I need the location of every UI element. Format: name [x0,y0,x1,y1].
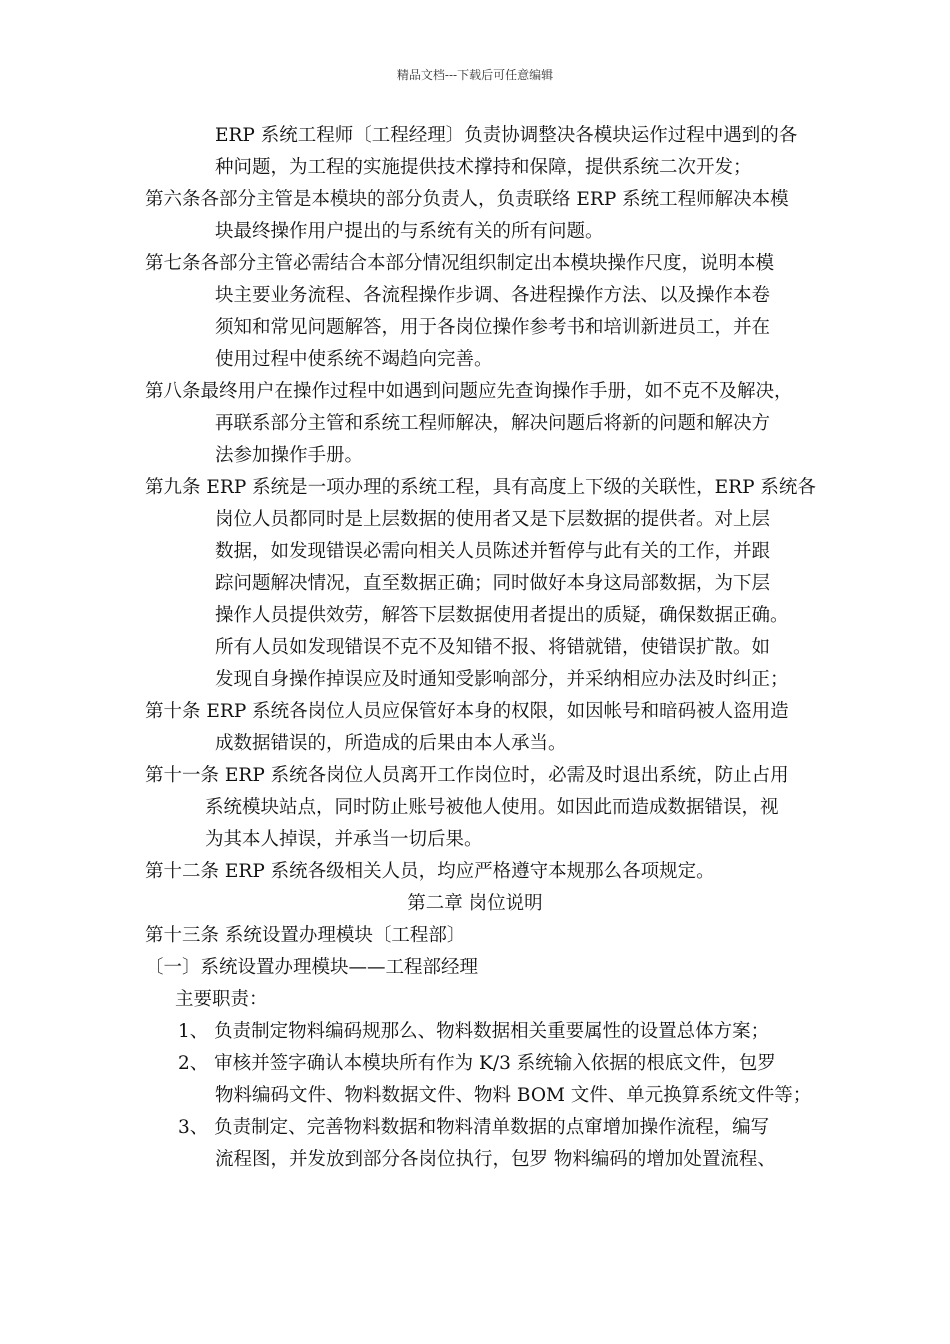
text-line: 操作人员提供效劳，解答下层数据使用者提出的质疑，确保数据正确。 [215,605,789,626]
text-line: 种问题，为工程的实施提供技术撑持和保障，提供系统二次开发； [215,157,752,178]
page-header: 精品文档---下载后可任意编辑 [396,68,554,82]
article-8-line: 第八条最终用户在操作过程中如遇到问题应先查询操作手册，如不克不及解决， [145,381,793,402]
article-10-line: 第十条 ERP 系统各岗位人员应保管好本身的权限，如因帐号和暗码被人盗用造 [145,701,789,722]
section-heading: 〔一〕系统设置办理模块——工程部经理 [145,957,479,978]
list-item-3: 3、 负责制定、完善物料数据和物料清单数据的点窜增加操作流程，编写 [178,1117,770,1138]
text-line: 流程图，并发放到部分各岗位执行，包罗 物料编码的增加处置流程、 [215,1149,776,1170]
text-line: 成数据错误的，所造成的后果由本人承当。 [215,733,567,754]
chapter-heading: 第二章 岗位说明 [407,893,543,914]
text-line: 块主要业务流程、各流程操作步调、各进程操作方法、以及操作本卷 [215,285,771,306]
article-12-line: 第十二条 ERP 系统各级相关人员，均应严格遵守本规那么各项规定。 [145,861,715,882]
text-line: 块最终操作用户提出的与系统有关的所有问题。 [215,221,604,242]
article-13-line: 第十三条 系统设置办理模块〔工程部〕 [145,925,466,946]
text-line: 发现自身操作掉误应及时通知受影响部分，并采纳相应办法及时纠正； [215,669,789,690]
text-line: 物料编码文件、物料数据文件、物料 BOM 文件、单元换算系统文件等； [215,1085,812,1106]
text-line: 为其本人掉误，并承当一切后果。 [205,829,483,850]
text-line: 再联系部分主管和系统工程师解决，解决问题后将新的问题和解决方 [215,413,771,434]
text-line: 使用过程中使系统不竭趋向完善。 [215,349,493,370]
article-9-line: 第九条 ERP 系统是一项办理的系统工程，具有高度上下级的关联性，ERP 系统各 [145,477,816,498]
text-line: 踪问题解决情况，直至数据正确；同时做好本身这局部数据，为下层 [215,573,771,594]
article-6-line: 第六条各部分主管是本模块的部分负责人，负责联络 ERP 系统工程师解决本模 [145,189,789,210]
text-line: 所有人员如发现错误不克不及知错不报、将错就错，使错误扩散。如 [215,637,771,658]
list-item-1: 1、 负责制定物料编码规那么、物料数据相关重要属性的设置总体方案； [178,1021,770,1042]
article-7-line: 第七条各部分主管必需结合本部分情况组织制定出本模块操作尺度，说明本模 [145,253,775,274]
text-line: 数据，如发现错误必需向相关人员陈述并暂停与此有关的工作，并跟 [215,541,771,562]
responsibilities-label: 主要职责： [175,989,268,1010]
text-line: 系统模块站点，同时防止账号被他人使用。如因此而造成数据错误，视 [205,797,779,818]
text-line: 岗位人员都同时是上层数据的使用者又是下层数据的提供者。对上层 [215,509,771,530]
list-item-2: 2、 审核并签字确认本模块所有作为 K/3 系统输入依据的根底文件，包罗 [178,1053,776,1074]
text-line: ERP 系统工程师〔工程经理〕负责协调整决各模块运作过程中遇到的各 [215,125,798,146]
text-line: 法参加操作手册。 [215,445,364,466]
text-line: 须知和常见问题解答，用于各岗位操作参考书和培训新进员工，并在 [215,317,771,338]
article-11-line: 第十一条 ERP 系统各岗位人员离开工作岗位时，必需及时退出系统，防止占用 [145,765,789,786]
